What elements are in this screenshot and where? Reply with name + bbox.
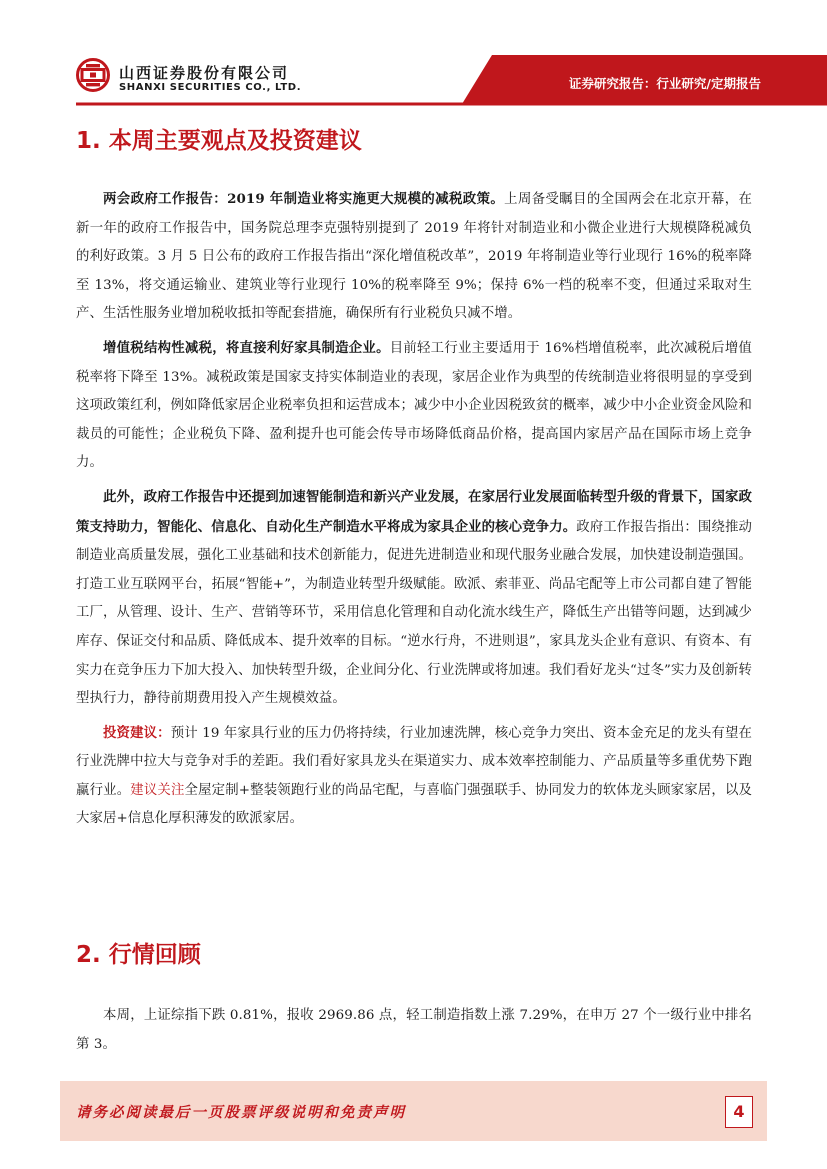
paragraph-vat-benefit [76,334,752,478]
section-1-body [76,185,752,839]
shanxi-securities-logo-icon [76,58,110,92]
section-heading-2: 2. 行情回顾 [76,942,201,968]
disclaimer-notice: 请务必阅读最后一页股票评级说明和免责声明 [76,1104,406,1121]
paragraph-text: 目前轻工行业主要适用于 16%档增值税率，此次减税后增值税率将下降至 13%。减税政策是国家支持实体制造业的表现，家居企业作为典型的传统制造业将很明显的享受到这项政策红利，例如降低家居企业税率负担和运营成本；减少中小企业因税致贫的概率，减少中小企业资金风险和裁员的可能性；企业税负下降、盈利提升也可能会传导市场降低商品价格，提高国内家居产品在国际市场上竞争力。 [76,340,752,471]
page-header [0,0,827,110]
page-number-box [725,1096,753,1128]
paragraph-market-review: 本周，上证综指下跌 0.81%，报收 2969.86 点，轻工制造指数上涨 7.29%，在申万 27 个一级行业中排名第 3。 [76,1008,752,1052]
section-2-body [76,1002,752,1064]
paragraph-lead: 此外，政府工作报告中还提到加速智能制造和新兴产业发展，在家居行业发展面临转型升级的背景下，国家政策支持助力，智能化、信息化、自动化生产制造水平将成为家具企业的核心竞争力。 [76,488,752,535]
paragraph-tax-policy [76,185,752,329]
paragraph-text: 预计 19 年家具行业的压力仍将持续，行业加速洗牌，核心竞争力突出、资本金充足的龙头有望在行业洗牌中拉大与竞争对手的差距。我们看好家具龙头在渠道实力、成本效率控制能力、产品质量等多重优势下跑赢行业。 [76,725,752,798]
page-footer [60,1081,767,1141]
paragraph-investment-advice [76,719,752,834]
paragraph-smart-manufacturing [76,483,752,714]
company-name-cn: 山西证券股份有限公司 [119,64,290,82]
section-heading-1: 1. 本周主要观点及投资建议 [76,128,362,154]
investment-advice-label: 投资建议： [103,724,171,741]
recommend-highlight: 建议关注 [130,782,185,798]
paragraph-text: 全屋定制+整装领跑行业的尚品宅配，与喜临门强强联手、协同发力的软体龙头顾家家居，以及大家居+信息化厚积薄发的欧派家居。 [76,782,752,827]
paragraph-lead: 两会政府工作报告：2019 年制造业将实施更大规模的减税政策。 [103,191,505,207]
paragraph-lead: 增值税结构性减税，将直接利好家具制造企业。 [103,339,390,356]
paragraph-text: 政府工作报告指出：围绕推动制造业高质量发展，强化工业基础和技术创新能力，促进先进制造业和现代服务业融合发展，加快建设制造强国。打造工业互联网平台，拓展“智能+”，为制造业转型升级赋能。欧派、索菲亚、尚品宅配等上市公司都自建了智能工厂，从管理、设计、生产、营销等环节，采用信息化管理和自动化流水线生产，降低生产出错等问题，达到减少库存、保证交付和品质、降低成本、提升效率的目标。“逆水行舟，不进则退”，家具龙头企业有意识、有资本、有实力在竞争压力下加大投入、加快转型升级，企业间分化、行业洗牌或将加速。我们看好龙头“过冬”实力及创新转型执行力，静待前期费用投入产生规模效益。 [76,519,752,707]
page-number: 4 [733,1102,745,1121]
header-red-band [0,0,827,110]
paragraph-text: 上周备受瞩目的全国两会在北京开幕，在新一年的政府工作报告中，国务院总理李克强特别提到了 2019 年将针对制造业和小微企业进行大规模降税减负的利好政策。3 月 5 日公布的政府工作报告指出“深化增值税改革”，2019 年将制造业等行业现行 16%的税率降至 13%，将交通运输业、建筑业等行业现行 10%的税率降至 9%；保持 6%一档的税率不变，但通过采取对生产、生活性服务业增加税收抵扣等配套措施，确保所有行业税负只减不增。 [76,192,752,322]
report-type-label: 证券研究报告：行业研究/定期报告 [568,76,761,91]
company-name-en: SHANXI SECURITIES CO., LTD. [119,82,302,93]
